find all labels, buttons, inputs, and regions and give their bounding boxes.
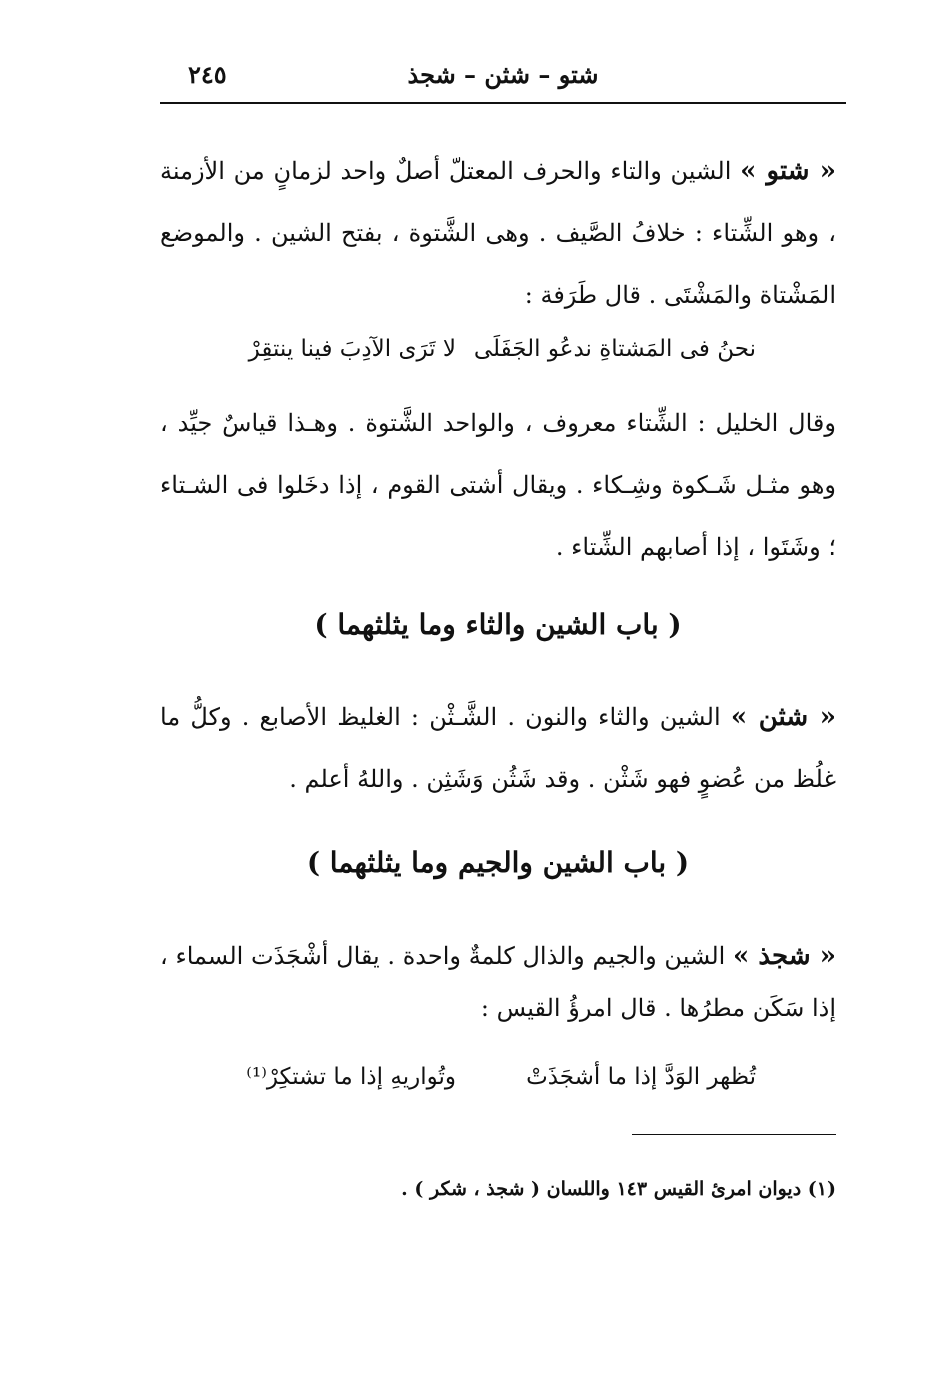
footnote: (١) ديوان امرئ القيس ١٤٣ واللسان ( شجذ ، شكر ) . xyxy=(401,1178,836,1200)
entry-shatw-text: الشين والتاء والحرف المعتلّ أصلٌ واحد لزمانٍ من الأزمنة ، وهو الشِّتاء : خلافُ الصَّيف . وهى الشَّتوة ، بفتح الشين . والموضع المَشْتاة والمَشْتَى . قال طَرَفة : xyxy=(160,157,836,309)
verse-tarafa-second-hemistich: لا تَرَى الآدِبَ فينا ينتقِرْ xyxy=(248,336,456,362)
entry-shajadh-text: الشين والجيم والذال كلمةٌ واحدة . يقال أشْجَذَت السماء ، إذا سَكَن مطرُها . قال امرؤُ القيس : xyxy=(160,942,836,1022)
section-title-shin-tha: ( باب الشين والثاء وما يثلثهما ) xyxy=(314,608,682,641)
headword-shajadh: « شجذ » xyxy=(733,941,836,971)
verse-imru-first-hemistich: تُظهر الوَدَّ إذا ما أشجَذَتْ xyxy=(526,1064,756,1090)
entry-shathan xyxy=(160,686,836,810)
entry-shathan-text: الشين والثاء والنون . الشَّـثْن : الغليظ الأصابع . وكلُّ ما غلُظ من عُضوٍ فهو شَثْن . وقد شَثُن وَشَثِن . واللهُ أعلم . xyxy=(160,703,836,793)
entry-shajadh xyxy=(160,930,836,1034)
section-title-shin-jim: ( باب الشين والجيم وما يثلثهما ) xyxy=(306,846,690,879)
verse-imru-al-qays xyxy=(160,1064,836,1104)
entry-shatw xyxy=(160,140,836,326)
entry-shatw-continued-text: وقال الخليل : الشِّتاء معروف ، والواحد الشَّتوة . وهـذا قياسٌ جيِّد ، وهو مثـل شَـكوة وشِـكاء . ويقال أشتى القوم ، إذا دخَلوا فى الشـتاء ؛ وشَتَوا ، إذا أصابهم الشِّتاء . xyxy=(160,409,836,561)
verse-imru-second-hemistich: وتُواريهِ إذا ما تشتكِرْ⁽¹⁾ xyxy=(246,1064,456,1090)
verse-tarafa-first-hemistich: نحنُ فى المَشتاةِ ندعُو الجَفَلَى xyxy=(473,336,756,362)
headword-shathan: « شثن » xyxy=(730,702,836,732)
footnote-rule xyxy=(632,1134,836,1135)
page-header xyxy=(160,60,846,100)
header-rule xyxy=(160,102,846,104)
verse-tarafa xyxy=(160,336,836,376)
page-number: ٢٤٥ xyxy=(188,60,227,89)
entry-shatw-continued xyxy=(160,392,836,578)
running-title: شتو – شثن – شجذ xyxy=(407,60,599,89)
headword-shatw: « شتو » xyxy=(740,156,836,186)
